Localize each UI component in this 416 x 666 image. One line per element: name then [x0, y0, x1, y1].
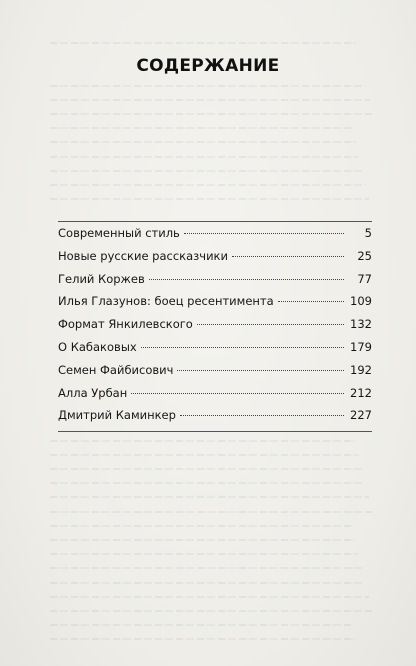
- toc-entry-page: 132: [350, 317, 372, 332]
- bleed-through-line: [50, 582, 365, 584]
- bleed-through-line: [50, 567, 362, 569]
- toc-entry-page: 109: [350, 294, 372, 309]
- toc-entry-page: 5: [364, 226, 372, 240]
- bleed-through-line: [50, 553, 358, 555]
- bleed-through-line: [50, 454, 359, 456]
- bleed-through-line: [50, 624, 351, 626]
- bleed-through-line: [50, 198, 369, 200]
- toc-entry-page: 77: [357, 271, 372, 286]
- toc-entry-title: Семен Файбисович: [58, 362, 174, 377]
- bleed-through-line: [50, 99, 370, 101]
- toc-bottom-rule: [58, 431, 372, 432]
- bleed-through-line: [50, 113, 373, 115]
- toc-entry-title: Илья Глазунов: боец ресентимента: [58, 294, 274, 309]
- toc-leader-dots: [197, 324, 344, 325]
- bleed-through-line: [50, 127, 352, 129]
- bleed-through-line: [50, 440, 355, 442]
- toc-entry[interactable]: [58, 359, 372, 382]
- toc-leader-dots: [180, 415, 344, 416]
- toc-entry[interactable]: [58, 222, 372, 245]
- bleed-through-line: [50, 184, 366, 186]
- bleed-through-line: [50, 85, 366, 87]
- toc-leader-dots: [232, 256, 344, 257]
- toc-entry-page: 25: [357, 248, 372, 263]
- bleed-through-line: [50, 141, 356, 143]
- toc-entry-title: Новые русские рассказчики: [58, 248, 228, 263]
- toc-entry-page: 227: [350, 408, 372, 423]
- toc-entry[interactable]: [58, 404, 372, 427]
- toc-entry-page: 192: [350, 362, 372, 377]
- bleed-through-line: [50, 42, 356, 44]
- page-title: СОДЕРЖАНИЕ: [136, 56, 280, 76]
- toc-entry-title: Алла Урбан: [58, 385, 128, 400]
- toc-entry[interactable]: [58, 313, 372, 336]
- toc-entry-page: 212: [350, 385, 372, 400]
- bleed-through-line: [50, 511, 372, 513]
- toc-entry[interactable]: [58, 290, 372, 313]
- bleed-through-line: [50, 638, 355, 640]
- bleed-through-line: [50, 496, 369, 498]
- toc-entry[interactable]: [58, 268, 372, 291]
- toc-leader-dots: [131, 393, 344, 394]
- toc-leader-dots: [184, 233, 344, 234]
- bleed-through-line: [50, 156, 359, 158]
- bleed-through-line: [50, 525, 352, 527]
- bleed-through-line: [50, 170, 363, 172]
- toc-entry-page: 179: [350, 339, 372, 354]
- toc-entry[interactable]: [58, 382, 372, 405]
- toc-entry-title: О Кабаковых: [58, 339, 137, 354]
- toc-entry-title: Дмитрий Каминкер: [58, 408, 176, 423]
- toc-leader-dots: [278, 301, 344, 302]
- toc-leader-dots: [177, 370, 344, 371]
- bleed-through-line: [50, 610, 372, 612]
- bleed-through-line: [50, 596, 369, 598]
- toc-entry-title: Формат Янкилевского: [58, 317, 193, 332]
- bleed-through-line: [50, 482, 365, 484]
- toc-entry[interactable]: [58, 245, 372, 268]
- toc-entry[interactable]: [58, 336, 372, 359]
- toc-entry-title: Современный стиль: [58, 226, 180, 240]
- bleed-through-line: [50, 468, 362, 470]
- toc-entry-title: Гелий Коржев: [58, 271, 145, 286]
- table-of-contents: [58, 222, 372, 427]
- bleed-through-line: [50, 539, 355, 541]
- toc-leader-dots: [141, 347, 344, 348]
- toc-leader-dots: [149, 279, 344, 280]
